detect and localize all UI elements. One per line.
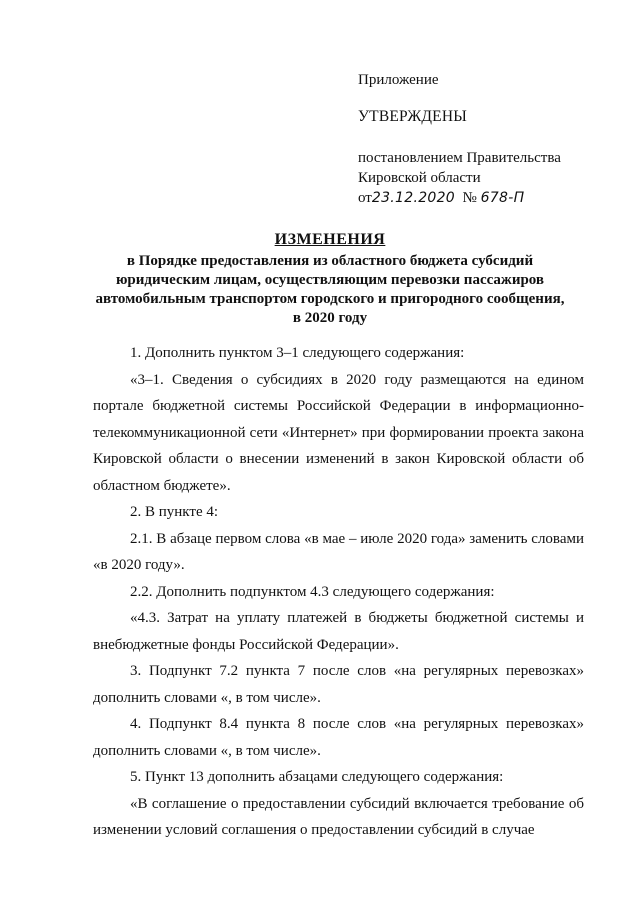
document-body — [93, 340, 584, 844]
paragraph: 4. Подпункт 8.4 пункта 8 после слов «на регулярных перевозках» дополнить словами «, в том числе». — [93, 716, 584, 759]
approval-block — [358, 70, 618, 208]
title-line-4: в 2020 году — [292, 310, 368, 326]
title-line-1: в Порядке предоставления из областного бюджета субсидий — [126, 253, 534, 269]
title-line-2: юридическим лицам, осуществляющим перевозки пассажиров — [115, 272, 545, 288]
paragraph: 5. Пункт 13 дополнить абзацами следующего содержания: — [130, 769, 504, 785]
appendix-label: Приложение — [358, 72, 439, 88]
date-prefix: от — [358, 190, 372, 206]
approval-date-line — [358, 188, 618, 208]
paragraph: 2.2. Дополнить подпунктом 4.3 следующего содержания: — [130, 583, 495, 600]
document-title — [70, 230, 590, 328]
paragraph: 1. Дополнить пунктом 3–1 следующего содержания: — [130, 345, 465, 361]
paragraph: 2. В пункте 4: — [130, 504, 219, 520]
approval-line-1: постановлением Правительства — [358, 150, 561, 166]
handwritten-date: 23.12.2020 — [371, 190, 456, 206]
title-heading: ИЗМЕНЕНИЯ — [274, 231, 386, 248]
paragraph: 2.1. В абзаце первом слова «в мае – июле 2020 года» заменить словами «в 2020 году». — [93, 530, 584, 573]
paragraph: 3. Подпункт 7.2 пункта 7 после слов «на регулярных перевозках» дополнить словами «, в том числе». — [93, 663, 584, 706]
paragraph: «4.3. Затрат на уплату платежей в бюджеты бюджетной системы и внебюджетные фонды Российской Федерации». — [93, 610, 584, 653]
approved-label: УТВЕРЖДЕНЫ — [358, 108, 467, 125]
paragraph: «3–1. Сведения о субсидиях в 2020 году размещаются на едином портале бюджетной системы Российской Федерации в информационно-телекоммуникационной сети «Интернет» при формировании проекта закона Кировской области о внесении изменений в закон Кировской области об областном бюджете». — [93, 371, 584, 494]
title-line-3: автомобильным транспортом городского и пригородного сообщения, — [95, 291, 565, 307]
number-prefix: № — [462, 190, 477, 206]
approval-line-2: Кировской области — [358, 170, 481, 186]
handwritten-number: 678-П — [480, 190, 525, 206]
paragraph: «В соглашение о предоставлении субсидий включается требование об изменении условий соглашения о предоставлении субсидий в случае — [93, 795, 584, 838]
